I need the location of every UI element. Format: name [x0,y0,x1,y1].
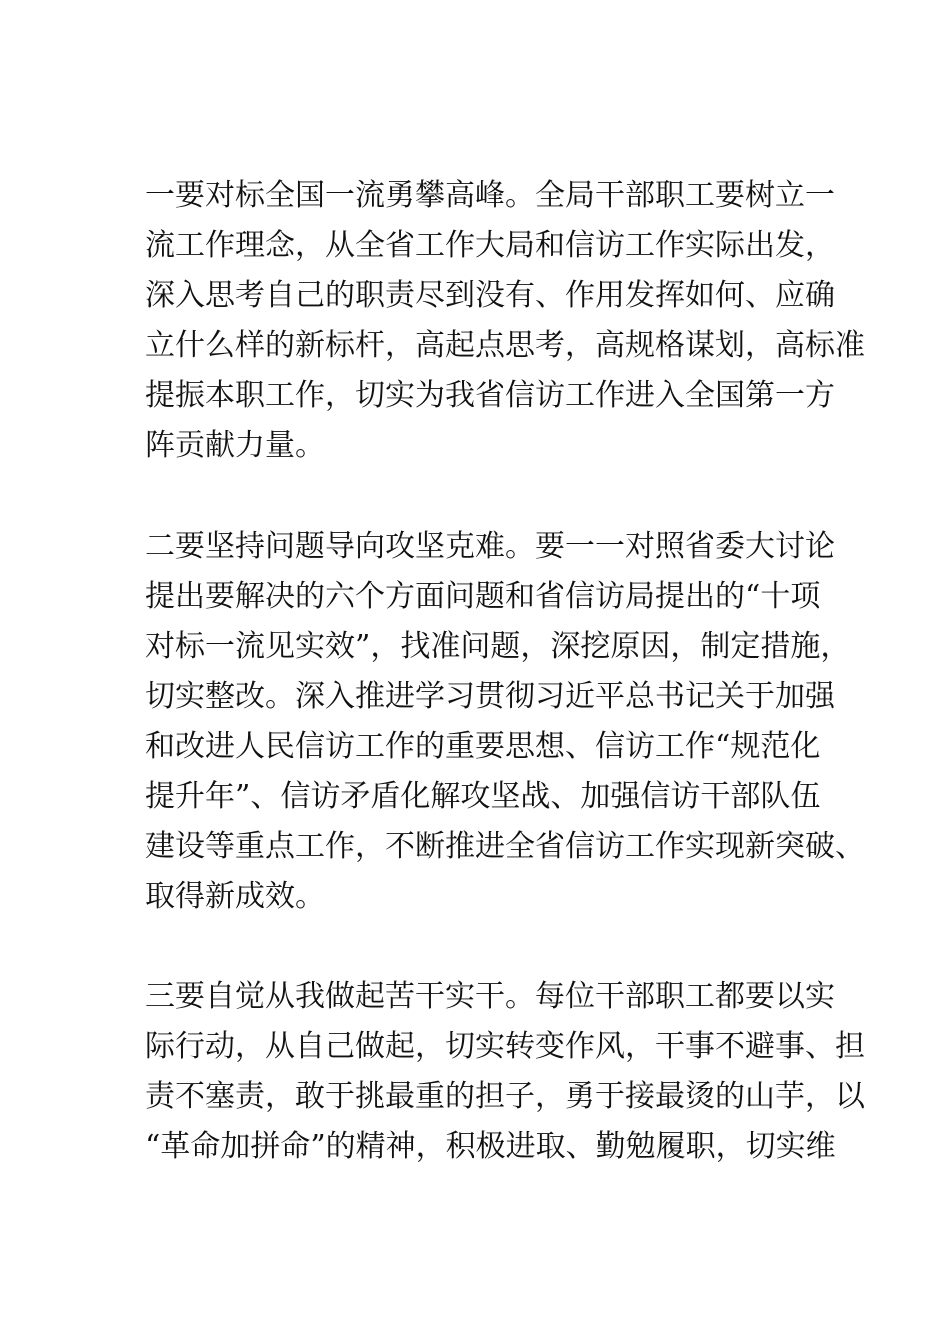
paragraph-line: 建设等重点工作，不断推进全省信访工作实现新突破、 [145,829,865,864]
paragraph-line: 深入思考自己的职责尽到没有、作用发挥如何、应确 [145,278,835,313]
paragraph-line: 取得新成效。 [145,879,325,914]
paragraph-line: 二要坚持问题导向攻坚克难。要一一对照省委大讨论 [145,529,835,564]
paragraph-3 [145,972,865,1172]
paragraph-line: 流工作理念，从全省工作大局和信访工作实际出发， [145,228,835,263]
paragraph-line: 提振本职工作，切实为我省信访工作进入全国第一方 [145,378,835,413]
paragraph-line: 和改进人民信访工作的重要思想、信访工作“规范化 [145,729,821,764]
paragraph-line: 切实整改。深入推进学习贯彻习近平总书记关于加强 [145,679,835,714]
paragraph-line: 立什么样的新标杆，高起点思考，高规格谋划，高标准 [145,328,865,363]
paragraph-line: “革命加拼命”的精神，积极进取、勤勉履职，切实维 [145,1129,836,1164]
paragraph-1 [145,171,865,471]
paragraph-line: 提出要解决的六个方面问题和省信访局提出的“十项 [145,579,821,614]
paragraph-line: 提升年”、信访矛盾化解攻坚战、加强信访干部队伍 [145,779,821,814]
paragraph-line: 际行动，从自己做起，切实转变作风，干事不避事、担 [145,1029,865,1064]
paragraph-line: 责不塞责，敢于挑最重的担子，勇于接最烫的山芋，以 [145,1079,865,1114]
paragraph-line: 三要自觉从我做起苦干实干。每位干部职工都要以实 [145,979,835,1014]
paragraph-line: 对标一流见实效”，找准问题，深挖原因，制定措施， [145,629,851,664]
paragraph-2 [145,522,865,922]
paragraph-line: 一要对标全国一流勇攀高峰。全局干部职工要树立一 [145,178,835,213]
paragraph-line: 阵贡献力量。 [145,428,325,463]
